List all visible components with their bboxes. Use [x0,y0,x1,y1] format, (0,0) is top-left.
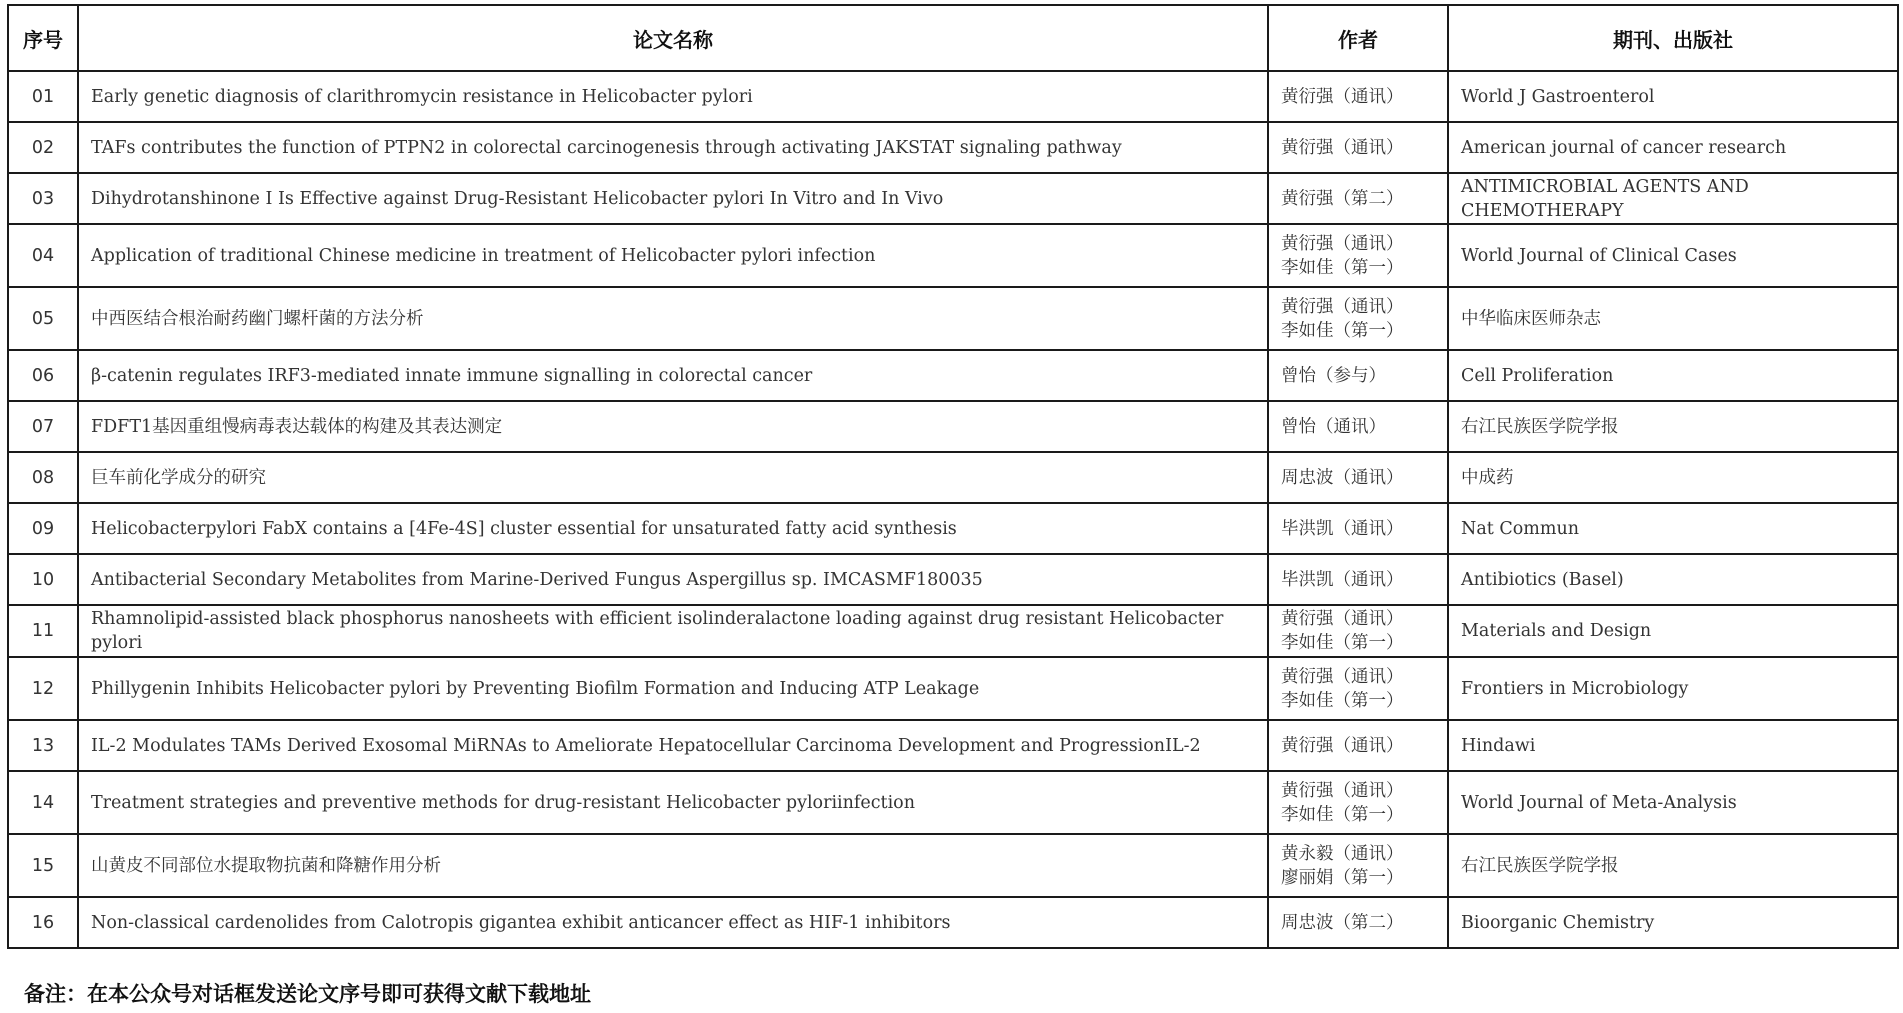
cell-title [78,287,1268,350]
cell-author [1268,122,1448,173]
cell-title [78,122,1268,173]
author-name: 毕洪凯（通讯） [1281,518,1404,539]
cell-journal: 右江民族医学院学报 [1448,834,1898,897]
author-name: 李如佳（第一） [1281,320,1404,341]
cell-author [1268,350,1448,401]
cell-author [1268,771,1448,834]
cell-title [78,71,1268,122]
author-name: 曾怡（参与） [1281,365,1386,386]
cell-num: 09 [8,503,78,554]
cell-author [1268,173,1448,224]
cell-title [78,452,1268,503]
table-row [8,452,1898,503]
header-author: 作者 [1268,5,1448,71]
author-name: 黄衍强（通讯） [1281,86,1404,107]
table-header-row [8,5,1898,71]
paper-title: IL-2 Modulates TAMs Derived Exosomal MiRNAs to Ameliorate Hepatocellular Carcinoma Development and ProgressionIL-2 [91,735,1201,756]
cell-title [78,897,1268,948]
paper-title: β-catenin regulates IRF3-mediated innate immune signalling in colorectal cancer [91,365,813,386]
author-name: 毕洪凯（通讯） [1281,569,1404,590]
cell-num: 16 [8,897,78,948]
table-row [8,897,1898,948]
cell-title [78,834,1268,897]
table-row [8,503,1898,554]
cell-num: 12 [8,657,78,720]
paper-title: TAFs contributes the function of PTPN2 in colorectal carcinogenesis through activating JAKSTAT signaling pathway [91,137,1122,158]
cell-title [78,554,1268,605]
author-name: 曾怡（通讯） [1281,416,1386,437]
author-name: 黄衍强（通讯） [1281,137,1404,158]
cell-title [78,657,1268,720]
cell-author [1268,657,1448,720]
cell-journal: 中华临床医师杂志 [1448,287,1898,350]
table-row [8,71,1898,122]
cell-num: 11 [8,605,78,657]
table-row [8,657,1898,720]
cell-title [78,224,1268,287]
cell-author [1268,224,1448,287]
cell-journal: World Journal of Meta-Analysis [1448,771,1898,834]
footer-note: 备注：在本公众号对话框发送论文序号即可获得文献下载地址 [24,982,591,1006]
cell-num: 14 [8,771,78,834]
cell-num: 07 [8,401,78,452]
cell-num: 08 [8,452,78,503]
cell-title [78,605,1268,657]
paper-title: 山黄皮不同部位水提取物抗菌和降糖作用分析 [91,855,441,876]
table-row [8,834,1898,897]
cell-journal: 右江民族医学院学报 [1448,401,1898,452]
cell-author [1268,287,1448,350]
author-name: 黄衍强（通讯） [1281,780,1404,801]
author-name: 黄衍强（通讯） [1281,609,1404,629]
paper-title: Dihydrotanshinone I Is Effective against Drug-Resistant Helicobacter pylori In Vitro and In Vivo [91,188,944,209]
author-name: 廖丽娟（第一） [1281,867,1404,888]
cell-title [78,720,1268,771]
table-row [8,350,1898,401]
paper-title: Application of traditional Chinese medicine in treatment of Helicobacter pylori infection [91,245,876,266]
paper-title: 中西医结合根治耐药幽门螺杆菌的方法分析 [91,308,424,329]
author-name: 黄衍强（第二） [1281,188,1404,209]
author-name: 李如佳（第一） [1281,804,1404,825]
cell-author [1268,897,1448,948]
header-num: 序号 [8,5,78,71]
paper-title: Non-classical cardenolides from Calotropis gigantea exhibit anticancer effect as HIF-1 inhibitors [91,912,951,933]
paper-title: Treatment strategies and preventive methods for drug-resistant Helicobacter pyloriinfection [91,792,915,813]
cell-num: 03 [8,173,78,224]
cell-author [1268,720,1448,771]
cell-num: 06 [8,350,78,401]
cell-title [78,771,1268,834]
cell-journal: World Journal of Clinical Cases [1448,224,1898,287]
table-row [8,771,1898,834]
cell-title [78,503,1268,554]
cell-author [1268,452,1448,503]
cell-journal: 中成药 [1448,452,1898,503]
cell-num: 01 [8,71,78,122]
author-name: 黄永毅（通讯） [1281,843,1404,864]
header-title: 论文名称 [78,5,1268,71]
paper-list-table [7,4,1899,949]
table-row [8,224,1898,287]
cell-num: 04 [8,224,78,287]
table-row [8,173,1898,224]
cell-title [78,350,1268,401]
table-row [8,287,1898,350]
cell-journal: Cell Proliferation [1448,350,1898,401]
paper-title: Rhamnolipid-assisted black phosphorus nanosheets with efficient isolinderalactone loading against drug resistant Helicobacter pylori [91,609,1224,653]
table-row [8,554,1898,605]
cell-title [78,401,1268,452]
author-name: 周忠波（第二） [1281,912,1404,933]
cell-title [78,173,1268,224]
author-name: 黄衍强（通讯） [1281,233,1404,254]
cell-journal: Hindawi [1448,720,1898,771]
cell-journal: Frontiers in Microbiology [1448,657,1898,720]
paper-title: 巨车前化学成分的研究 [91,467,266,488]
cell-num: 02 [8,122,78,173]
cell-author [1268,605,1448,657]
cell-author [1268,401,1448,452]
cell-journal: Bioorganic Chemistry [1448,897,1898,948]
author-name: 李如佳（第一） [1281,257,1404,278]
author-name: 李如佳（第一） [1281,633,1404,653]
cell-num: 13 [8,720,78,771]
paper-title: FDFT1基因重组慢病毒表达载体的构建及其表达测定 [91,416,503,437]
cell-journal: Antibiotics (Basel) [1448,554,1898,605]
author-name: 黄衍强（通讯） [1281,666,1404,687]
table-row [8,720,1898,771]
author-name: 周忠波（通讯） [1281,467,1404,488]
cell-author [1268,71,1448,122]
cell-num: 05 [8,287,78,350]
paper-title: Phillygenin Inhibits Helicobacter pylori by Preventing Biofilm Formation and Inducing ATP Leakage [91,678,980,699]
cell-author [1268,834,1448,897]
cell-num: 10 [8,554,78,605]
table-row [8,605,1898,657]
table-body [8,71,1898,948]
author-name: 李如佳（第一） [1281,690,1404,711]
header-journal: 期刊、出版社 [1448,5,1898,71]
cell-author [1268,554,1448,605]
paper-title: Helicobacterpylori FabX contains a [4Fe-4S] cluster essential for unsaturated fatty acid synthesis [91,518,957,539]
paper-title: Antibacterial Secondary Metabolites from Marine-Derived Fungus Aspergillus sp. IMCASMF180035 [91,569,983,590]
cell-journal: World J Gastroenterol [1448,71,1898,122]
cell-journal: American journal of cancer research [1448,122,1898,173]
cell-journal: Materials and Design [1448,605,1898,657]
cell-journal: ANTIMICROBIAL AGENTS AND CHEMOTHERAPY [1448,173,1898,224]
author-name: 黄衍强（通讯） [1281,735,1404,756]
paper-title: Early genetic diagnosis of clarithromycin resistance in Helicobacter pylori [91,86,753,107]
table-row [8,122,1898,173]
cell-journal: Nat Commun [1448,503,1898,554]
author-name: 黄衍强（通讯） [1281,296,1404,317]
cell-num: 15 [8,834,78,897]
table-row [8,401,1898,452]
cell-author [1268,503,1448,554]
